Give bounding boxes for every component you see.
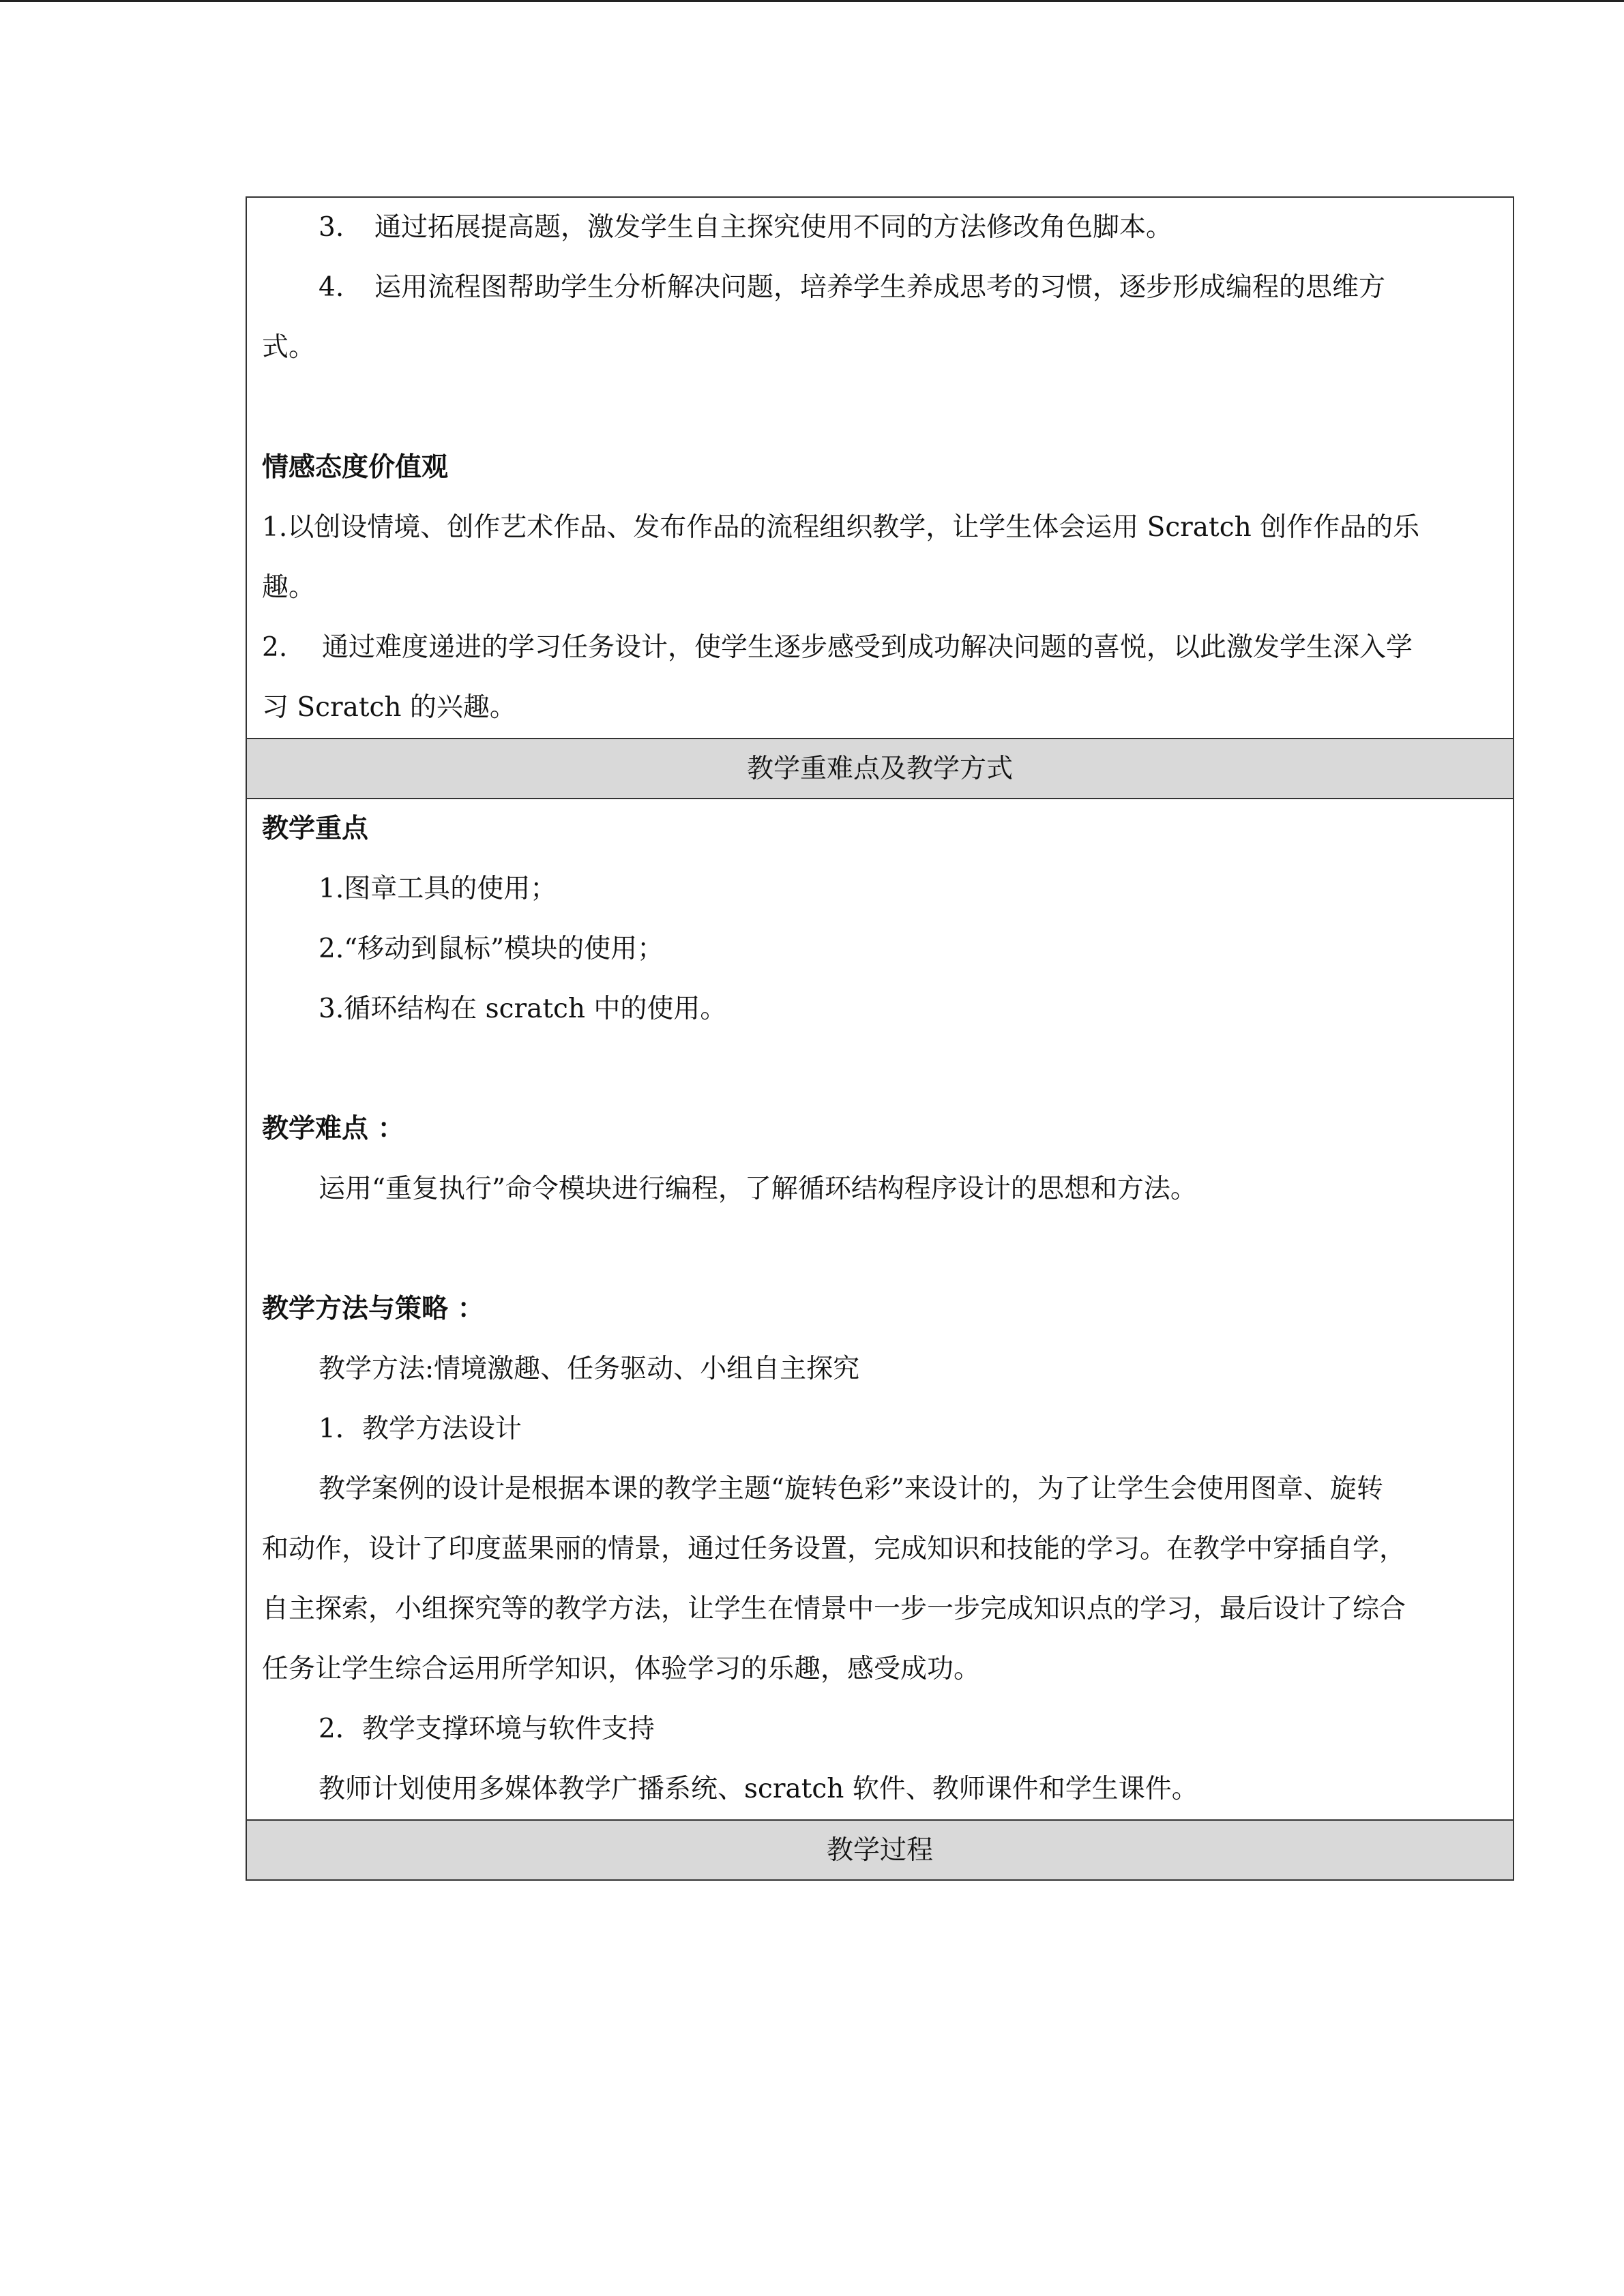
design-heading: 1．教学方法设计 bbox=[319, 1414, 522, 1444]
attitude-1-line-1: 1.以创设情境、创作艺术作品、发布作品的流程组织教学，让学生体会运用 Scratch 创作作品的乐 bbox=[262, 512, 1420, 543]
key-points-cell bbox=[247, 798, 1513, 1819]
top-border-line bbox=[0, 0, 1624, 2]
objective-3-text: 通过拓展提高题，激发学生自主探究使用不同的方法修改角色脚本。 bbox=[374, 212, 1173, 243]
attitude-2-line-2: 习 Scratch 的兴趣。 bbox=[262, 692, 516, 723]
key-point-item-3: 3.循环结构在 scratch 中的使用。 bbox=[319, 994, 727, 1024]
design-paragraph-line-2: 和动作，设计了印度蓝果丽的情景，通过任务设置，完成知识和技能的学习。在教学中穿插自学， bbox=[262, 1534, 1406, 1564]
attitude-1-line-2: 趣。 bbox=[262, 572, 316, 603]
support-text: 教师计划使用多媒体教学广播系统、scratch 软件、教师课件和学生课件。 bbox=[319, 1774, 1198, 1804]
objectives-cell bbox=[247, 198, 1513, 738]
attitude-heading: 情感态度价值观 bbox=[262, 452, 449, 483]
method-summary: 教学方法:情境激趣、任务驱动、小组自主探究 bbox=[319, 1354, 860, 1384]
design-paragraph-line-1: 教学案例的设计是根据本课的教学主题“旋转色彩”来设计的，为了让学生会使用图章、旋转 bbox=[319, 1474, 1383, 1504]
spacer bbox=[262, 1039, 1498, 1099]
lesson-plan-table bbox=[246, 196, 1514, 1881]
objective-3 bbox=[262, 198, 1498, 258]
objective-4-line-2: 式。 bbox=[262, 332, 316, 363]
attitude-2-text: 通过难度递进的学习任务设计，使学生逐步感受到成功解决问题的喜悦，以此激发学生深入学 bbox=[322, 632, 1413, 663]
design-paragraph-line-4: 任务让学生综合运用所学知识，体验学习的乐趣，感受成功。 bbox=[262, 1654, 981, 1684]
key-points-heading: 教学重点 bbox=[262, 814, 369, 844]
objective-3-number: 3. bbox=[319, 212, 344, 243]
support-heading: 2．教学支撑环境与软件支持 bbox=[319, 1714, 655, 1744]
attitude-2-line-1 bbox=[262, 618, 1498, 678]
attitude-2-number: 2. bbox=[262, 632, 288, 663]
objective-4-number: 4. bbox=[319, 272, 344, 303]
objective-4-text: 运用流程图帮助学生分析解决问题，培养学生养成思考的习惯，逐步形成编程的思维方 bbox=[374, 272, 1386, 303]
objective-4-line-1 bbox=[262, 258, 1498, 318]
difficult-points-text: 运用“重复执行”命令模块进行编程，了解循环结构程序设计的思想和方法。 bbox=[319, 1174, 1197, 1204]
difficult-points-heading: 教学难点 ： bbox=[262, 1114, 404, 1144]
spacer bbox=[262, 378, 1498, 438]
teaching-process-header: 教学过程 bbox=[247, 1819, 1513, 1879]
spacer bbox=[262, 1219, 1498, 1279]
design-paragraph-line-3: 自主探索，小组探究等的教学方法，让学生在情景中一步一步完成知识点的学习，最后设计了综合 bbox=[262, 1594, 1406, 1624]
key-points-header: 教学重难点及教学方式 bbox=[247, 738, 1513, 798]
method-heading: 教学方法与策略 ： bbox=[262, 1294, 484, 1324]
key-point-item-1: 1.图章工具的使用； bbox=[319, 874, 557, 904]
key-point-item-2: 2.“移动到鼠标”模块的使用； bbox=[319, 934, 664, 964]
